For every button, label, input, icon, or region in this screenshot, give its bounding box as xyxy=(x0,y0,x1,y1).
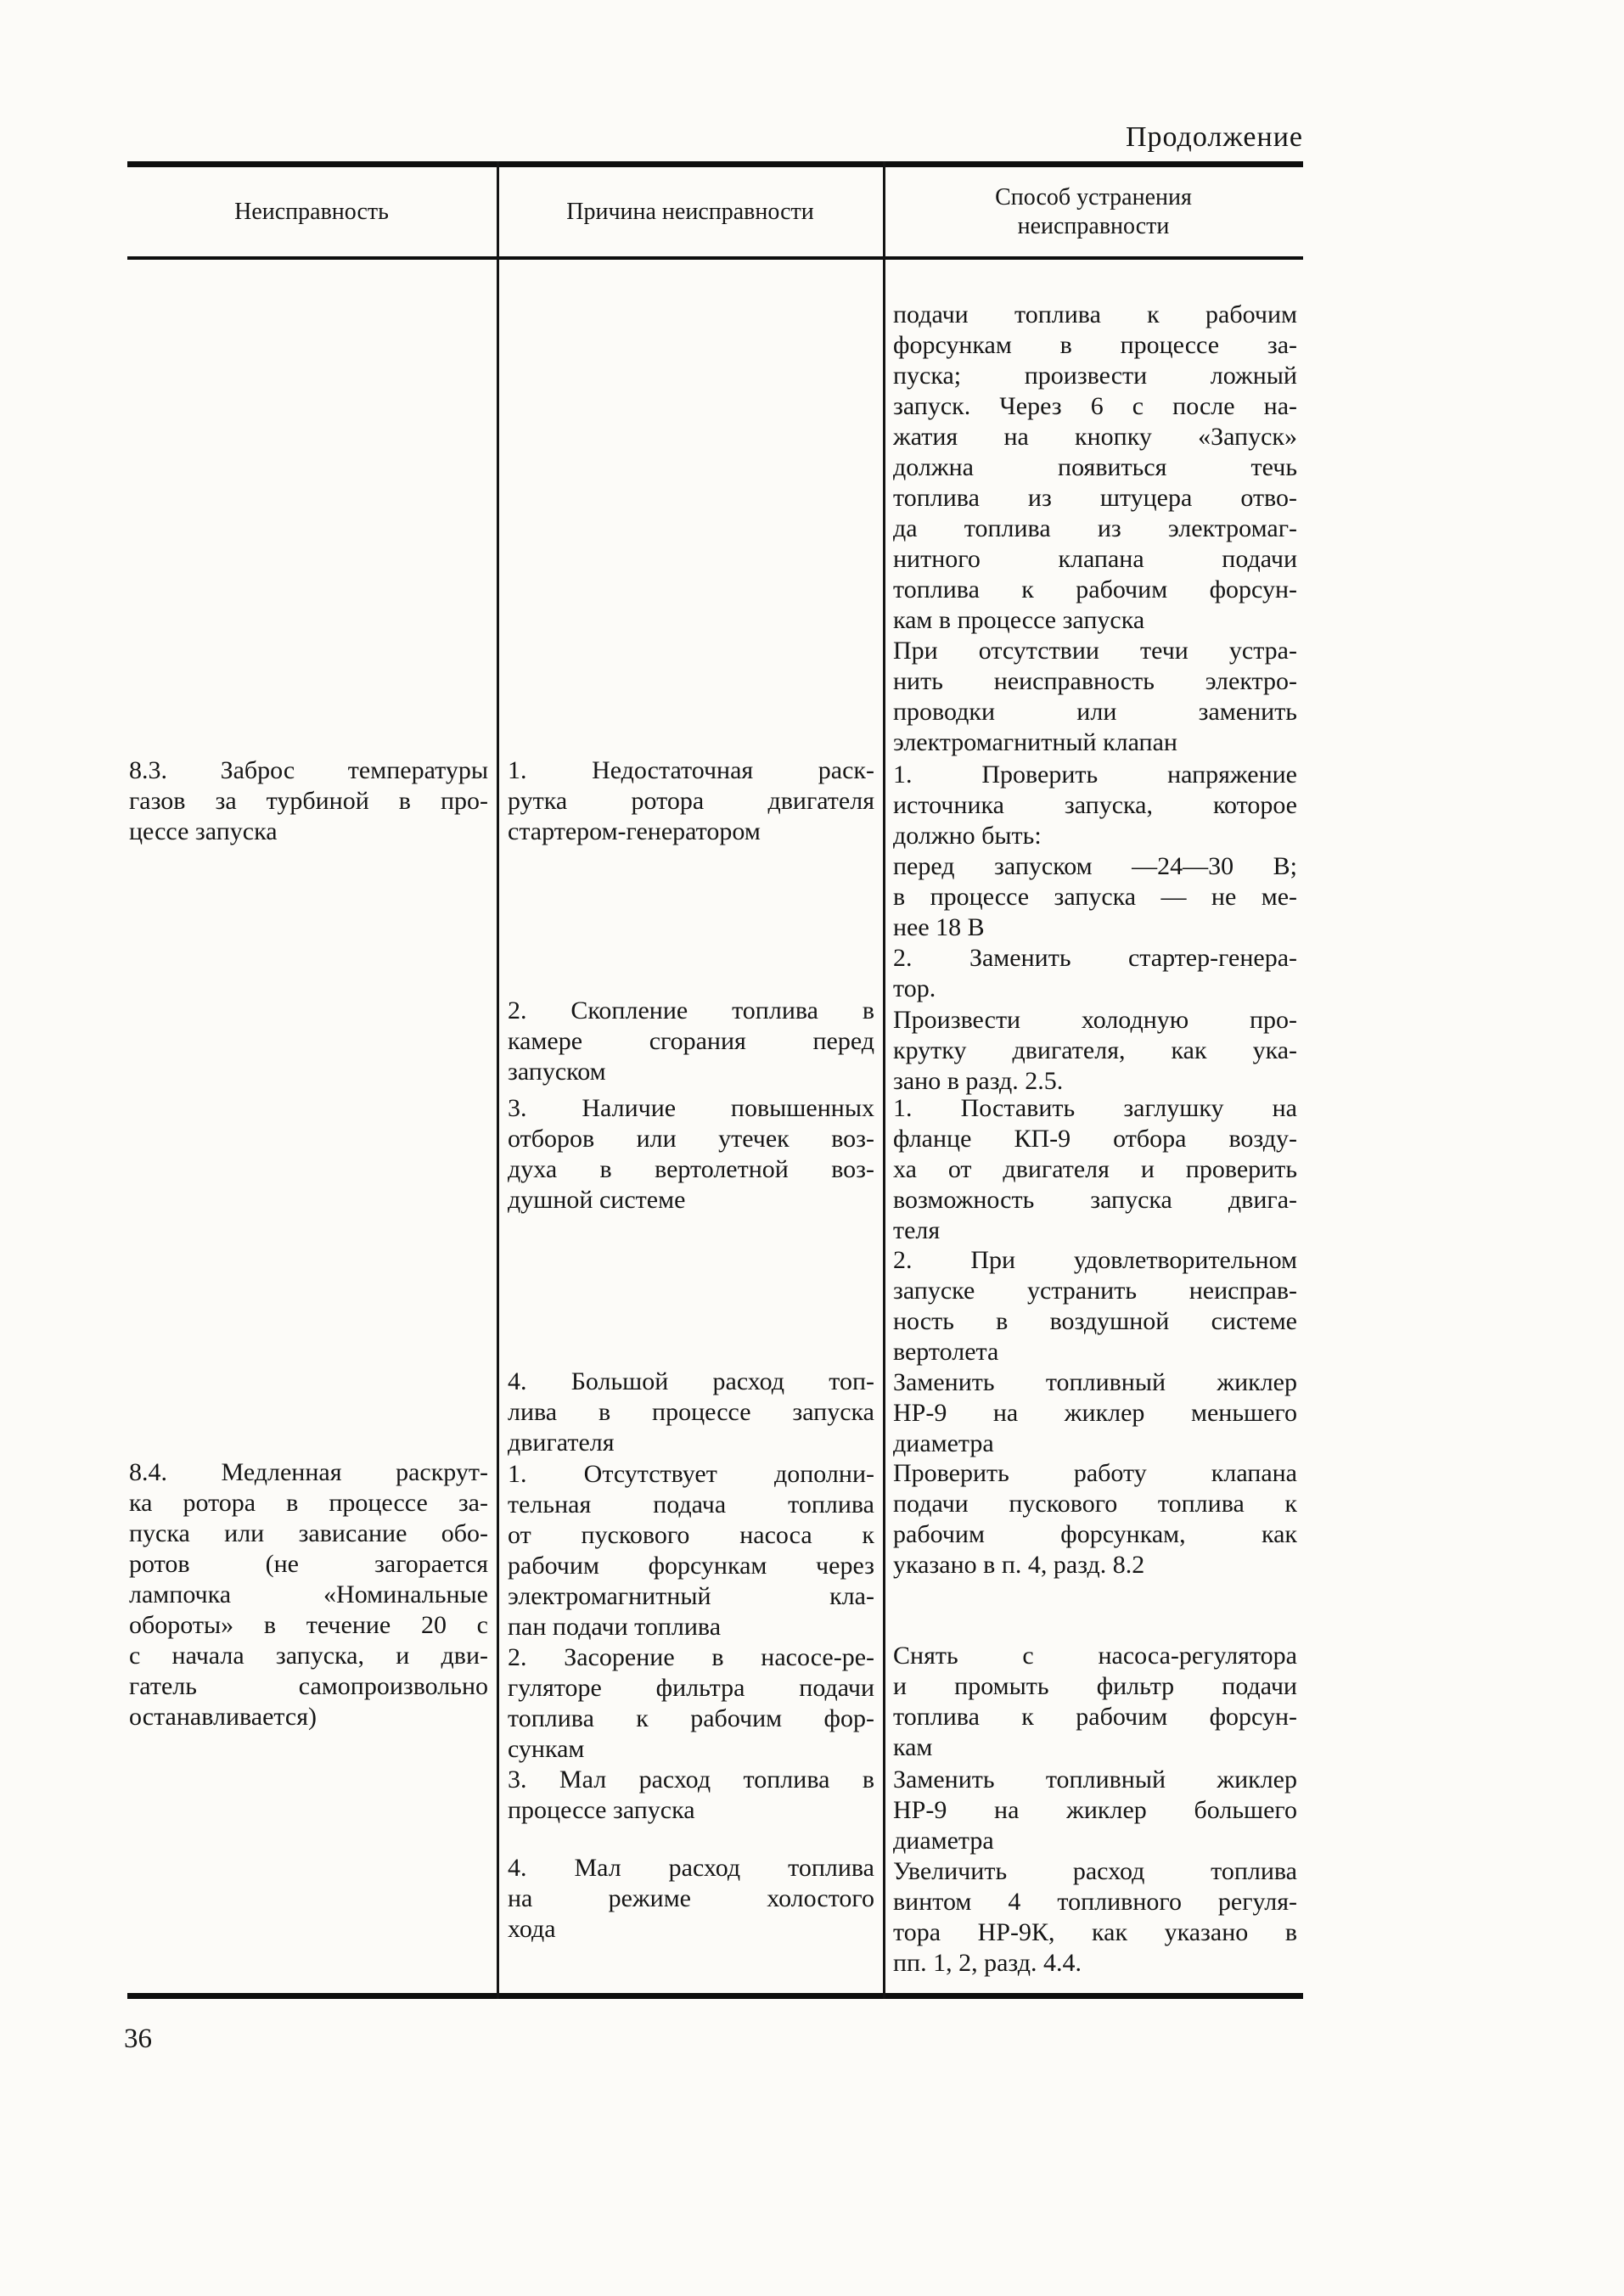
text-line: пп. 1, 2, разд. 4.4. xyxy=(893,1949,1082,1977)
column-divider-1 xyxy=(497,161,499,1999)
text-line: указано в п. 4, разд. 8.2 xyxy=(893,1551,1145,1579)
text-line: проводки или заменить xyxy=(893,698,1297,726)
text-line: 1. Недостаточная раск- xyxy=(508,756,874,784)
text-line: теля xyxy=(893,1216,941,1244)
text-line: нитного клапана подачи xyxy=(893,545,1297,573)
text-line: духа в вертолетной воз- xyxy=(508,1155,874,1183)
cause-8-4-2 xyxy=(508,1642,874,1765)
cause-8-4-4 xyxy=(508,1853,874,1945)
table-top-rule xyxy=(127,161,1303,167)
header-fault-label: Неисправность xyxy=(234,198,389,225)
text-line: хода xyxy=(508,1915,556,1943)
text-line: тор. xyxy=(893,974,936,1002)
text-line: топлива к рабочим форсун- xyxy=(893,575,1297,603)
text-line: 8.4. Медленная раскрут- xyxy=(129,1458,488,1486)
text-line: кам в процессе запуска xyxy=(893,606,1145,634)
column-divider-2 xyxy=(883,161,885,1999)
text-line: вертолета xyxy=(893,1338,999,1366)
text-line: отборов или утечек воз- xyxy=(508,1125,874,1153)
text-line: должно быть: xyxy=(893,822,1042,850)
text-line: и промыть фильтр подачи xyxy=(893,1672,1297,1700)
text-line: диаметра xyxy=(893,1429,994,1457)
text-line: кам xyxy=(893,1733,933,1761)
text-line: 4. Мал расход топлива xyxy=(508,1854,874,1882)
text-line: запуском xyxy=(508,1058,606,1086)
text-line: топлива к рабочим фор- xyxy=(508,1704,874,1732)
text-line: диаметра xyxy=(893,1827,994,1855)
text-line: При отсутствии течи устра- xyxy=(893,637,1297,665)
header-fault xyxy=(129,167,494,256)
text-line: 3. Наличие повышенных xyxy=(508,1094,874,1122)
text-line: в процессе запуска — не ме- xyxy=(893,883,1297,911)
fault-8-4 xyxy=(129,1457,488,1732)
header-cause-label: Причина неисправности xyxy=(566,198,814,225)
text-line: винтом 4 топливного регуля- xyxy=(893,1888,1297,1916)
cause-8-3-3 xyxy=(508,1093,874,1215)
text-line: с начала запуска, и дви- xyxy=(129,1642,488,1670)
remedy-8-4-2 xyxy=(893,1641,1297,1763)
text-line: лампочка «Номинальные xyxy=(129,1580,488,1608)
text-line: НР-9 на жиклер меньшего xyxy=(893,1399,1297,1427)
text-line: рабочим форсункам через xyxy=(508,1552,874,1580)
text-line: 2. Засорение в насосе-ре- xyxy=(508,1643,874,1671)
cause-8-4-3 xyxy=(508,1765,874,1826)
text-line: топлива к рабочим форсун- xyxy=(893,1703,1297,1731)
fault-8-3 xyxy=(129,755,488,847)
cause-8-3-4 xyxy=(508,1367,874,1458)
text-line: источника запуска, которое xyxy=(893,791,1297,819)
text-line: 2. Скопление топлива в xyxy=(508,996,874,1024)
text-line: электромагнитный клапан xyxy=(893,728,1177,756)
text-line: душной системе xyxy=(508,1186,686,1214)
text-line: 3. Мал расход топлива в xyxy=(508,1766,874,1794)
table-bottom-rule xyxy=(127,1993,1303,1999)
text-line: рабочим форсункам, как xyxy=(893,1520,1297,1548)
text-line: зано в разд. 2.5. xyxy=(893,1067,1064,1095)
text-line: 1. Отсутствует дополни- xyxy=(508,1460,874,1488)
text-line: пуска или зависание обо- xyxy=(129,1519,488,1547)
text-line: ротов (не загорается xyxy=(129,1550,488,1578)
text-line: нить неисправность электро- xyxy=(893,667,1297,695)
text-line: форсункам в процессе за- xyxy=(893,331,1297,359)
text-line: фланце КП-9 отбора возду- xyxy=(893,1125,1297,1153)
text-line: подачи пускового топлива к xyxy=(893,1490,1297,1518)
text-line: лива в процессе запуска xyxy=(508,1398,874,1426)
text-line: от пускового насоса к xyxy=(508,1521,874,1549)
cause-8-3-2 xyxy=(508,996,874,1087)
text-line: запуске устранить неисправ- xyxy=(893,1277,1297,1305)
remedy-8-3-3b xyxy=(893,1245,1297,1367)
text-line: да топлива из электромаг- xyxy=(893,514,1297,542)
text-line: должна появиться течь xyxy=(893,453,1297,481)
text-line: Увеличить расход топлива xyxy=(893,1857,1297,1885)
cause-8-4-1 xyxy=(508,1459,874,1642)
remedy-8-4-3 xyxy=(893,1765,1297,1856)
text-line: сункам xyxy=(508,1735,585,1763)
text-line: рутка ротора двигателя xyxy=(508,787,874,815)
text-line: обороты» в течение 20 с xyxy=(129,1611,488,1639)
text-line: останавливается) xyxy=(129,1703,317,1731)
text-line: газов за турбиной в про- xyxy=(129,787,488,815)
text-line: 1. Поставить заглушку на xyxy=(893,1094,1297,1122)
text-line: подачи топлива к рабочим xyxy=(893,300,1297,328)
page-number: 36 xyxy=(124,2024,152,2054)
text-line: процессе запуска xyxy=(508,1796,695,1824)
text-line: пуска; произвести ложный xyxy=(893,362,1297,390)
text-line: тельная подача топлива xyxy=(508,1490,874,1519)
text-line: 1. Проверить напряжение xyxy=(893,761,1297,789)
remedy-8-3-4 xyxy=(893,1367,1297,1459)
header-remedy xyxy=(885,167,1301,256)
text-line: пан подачи топлива xyxy=(508,1613,722,1641)
header-cause xyxy=(499,167,881,256)
cause-8-3-1 xyxy=(508,755,874,847)
text-line: 8.3. Заброс температуры xyxy=(129,756,488,784)
remedy-8-3-2 xyxy=(893,1005,1297,1097)
remedy-8-3-1 xyxy=(893,760,1297,1004)
text-line: цессе запуска xyxy=(129,817,278,845)
remedy-8-2-continued xyxy=(893,300,1297,758)
text-line: топлива из штуцера отво- xyxy=(893,484,1297,512)
text-line: ка ротора в процессе за- xyxy=(129,1489,488,1517)
text-line: 4. Большой расход топ- xyxy=(508,1367,874,1395)
text-line: перед запуском —24—30 В; xyxy=(893,852,1297,880)
text-line: Произвести холодную про- xyxy=(893,1006,1297,1034)
remedy-8-3-3a xyxy=(893,1093,1297,1246)
text-line: камере сгорания перед xyxy=(508,1027,874,1055)
text-line: 2. Заменить стартер-генера- xyxy=(893,944,1297,972)
text-line: крутку двигателя, как ука- xyxy=(893,1036,1297,1064)
text-line: гатель самопроизвольно xyxy=(129,1672,488,1700)
text-line: запуск. Через 6 с после на- xyxy=(893,392,1297,420)
header-bottom-rule xyxy=(127,256,1303,260)
text-line: нее 18 В xyxy=(893,913,985,941)
text-line: Заменить топливный жиклер xyxy=(893,1766,1297,1794)
text-line: гуляторе фильтра подачи xyxy=(508,1674,874,1702)
text-line: стартером-генератором xyxy=(508,817,761,845)
text-line: Снять с насоса-регулятора xyxy=(893,1642,1297,1670)
text-line: электромагнитный кла- xyxy=(508,1582,874,1610)
text-line: НР-9 на жиклер большего xyxy=(893,1796,1297,1824)
text-line: 2. При удовлетворительном xyxy=(893,1246,1297,1274)
header-remedy-label: Способ устранения неисправности xyxy=(995,183,1192,239)
text-line: Заменить топливный жиклер xyxy=(893,1368,1297,1396)
text-line: на режиме холостого xyxy=(508,1884,874,1912)
remedy-8-4-4 xyxy=(893,1856,1297,1979)
text-line: Проверить работу клапана xyxy=(893,1459,1297,1487)
text-line: ность в воздушной системе xyxy=(893,1307,1297,1335)
text-line: жатия на кнопку «Запуск» xyxy=(893,423,1297,451)
text-line: ха от двигателя и проверить xyxy=(893,1155,1297,1183)
continuation-label: Продолжение xyxy=(1125,121,1303,153)
text-line: двигателя xyxy=(508,1429,615,1457)
text-line: возможность запуска двига- xyxy=(893,1186,1297,1214)
text-line: тора НР-9К, как указано в xyxy=(893,1918,1297,1946)
remedy-8-4-1 xyxy=(893,1458,1297,1580)
